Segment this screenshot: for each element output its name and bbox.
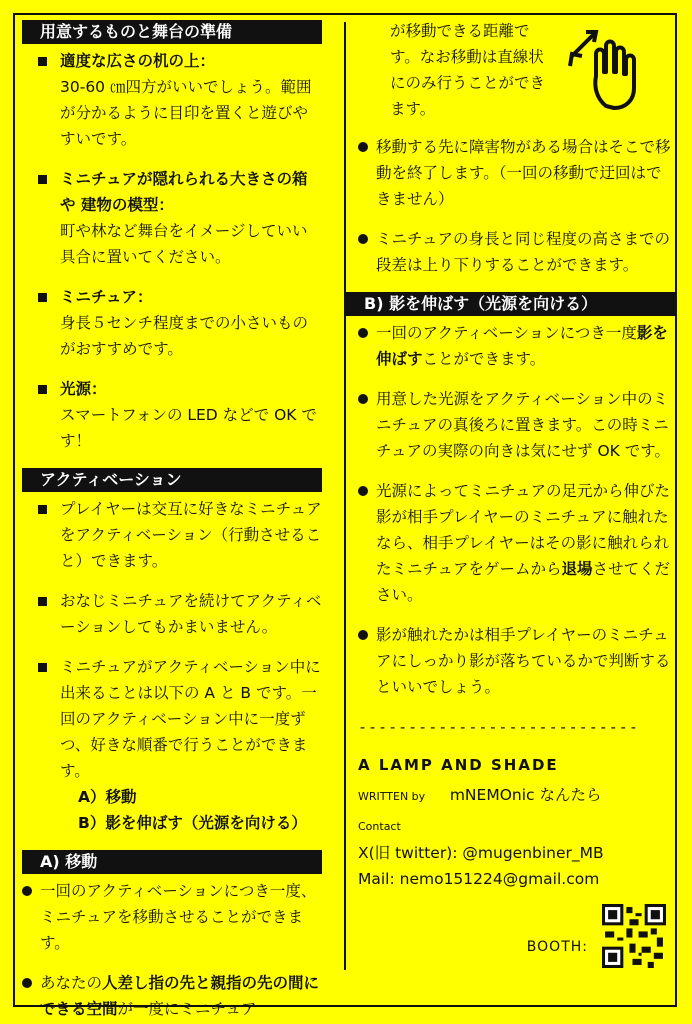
- round-bullet-icon: [358, 630, 368, 640]
- list-item: [22, 588, 322, 640]
- mail-contact[interactable]: Mail: nemo151224@gmail.com: [358, 870, 600, 888]
- contact-label: Contact: [358, 820, 401, 833]
- item-text-pre: 光源によってミニチュアの足元から伸びた影が相手プレイヤーのミニチュアに触れたなら、相手プレイヤーはその影に触れられたミニチュアをゲームから: [376, 482, 671, 578]
- square-bullet-icon: [38, 293, 47, 302]
- pinch-hand-icon: [566, 26, 658, 118]
- list-item: [358, 226, 676, 278]
- item-text: 身長５センチ程度までの小さいものがおすすめです。: [60, 314, 309, 358]
- item-text-post: が一度にミニチュア: [117, 1000, 257, 1018]
- round-bullet-icon: [358, 142, 368, 152]
- item-text: 一回のアクティベーションにつき一度、ミニチュアを移動させることができます。: [40, 882, 317, 952]
- item-text: ミニチュアの身長と同じ程度の高さまでの段差は上り下りすることができます。: [376, 230, 671, 274]
- written-by-label: WRITTEN by: [358, 790, 426, 803]
- item-title: 光源：: [60, 380, 107, 398]
- item-title: ミニチュアが隠れられる大きさの箱 や 建物の模型：: [60, 170, 308, 214]
- item-text: 30-60 ㎝四方がいいでしょう。範囲が分かるように目印を置くと遊びやすいです。: [60, 78, 312, 148]
- item-title: ミニチュア：: [60, 288, 153, 306]
- round-bullet-icon: [358, 234, 368, 244]
- sub-item-b: B）影を伸ばす（光源を向ける）: [78, 814, 307, 832]
- author-name: mNEMOnic なんたら: [449, 786, 602, 804]
- item-title: 適度な広さの机の上：: [60, 52, 216, 70]
- item-text: 用意した光源をアクティベーション中のミニチュアの真後ろに置きます。この時ミニチュアの実際の向きは気にせず OK です。: [376, 390, 671, 460]
- prep-list: [22, 48, 322, 454]
- round-bullet-icon: [358, 486, 368, 496]
- square-bullet-icon: [38, 663, 47, 672]
- right-column: [358, 18, 676, 892]
- item-text-bold: 人差し指の先と親指の先の間にできる空間: [40, 974, 320, 1018]
- list-item: [22, 970, 322, 1022]
- move-heading: A) 移動: [22, 850, 322, 874]
- item-text-post: ことができます。: [422, 350, 546, 368]
- item-text: ミニチュアがアクティベーション中に出来ることは以下の A と B です。一回のアクティベーション中に一度ずつ、好きな順番で行うことができます。: [60, 658, 321, 780]
- item-text: スマートフォンの LED などで OK です！: [60, 406, 317, 450]
- prep-heading: 用意するものと舞台の準備: [22, 20, 322, 44]
- list-item: [358, 478, 676, 608]
- activation-heading: アクティベーション: [22, 468, 322, 492]
- booth-label: BOOTH:: [526, 939, 588, 955]
- list-item: [22, 496, 322, 574]
- round-bullet-icon: [358, 394, 368, 404]
- square-bullet-icon: [38, 505, 47, 514]
- qr-code-icon[interactable]: [602, 904, 666, 968]
- author-line: [358, 782, 676, 810]
- list-item: [22, 376, 322, 454]
- item-text: おなじミニチュアを続けてアクティベーションしてもかまいません。: [60, 592, 322, 636]
- list-item: [358, 320, 676, 372]
- column-divider: [344, 22, 346, 970]
- round-bullet-icon: [22, 886, 32, 896]
- twitter-contact[interactable]: X(旧 twitter): @mugenbiner_MB: [358, 844, 604, 862]
- item-text: 移動する先に障害物がある場合はそこで移動を終了します。（一回の移動で迂回はできません）: [376, 138, 671, 208]
- item-text: 町や林など舞台をイメージしていい具合に置いてください。: [60, 222, 308, 266]
- round-bullet-icon: [358, 328, 368, 338]
- list-item: [22, 166, 322, 270]
- square-bullet-icon: [38, 175, 47, 184]
- list-item: [22, 878, 322, 956]
- list-item: [22, 48, 322, 152]
- round-bullet-icon: [22, 978, 32, 988]
- move-continued-text: が移動できる距離です。なお移動は直線状にのみ行うことができます。: [390, 22, 546, 118]
- list-item: [22, 654, 322, 836]
- left-column: [22, 20, 322, 1022]
- list-item: [22, 284, 322, 362]
- item-text-bold: 退場: [561, 560, 593, 578]
- item-text-post: させてください。: [376, 560, 671, 604]
- list-item: [358, 386, 676, 464]
- item-text: 影が触れたかは相手プレイヤーのミニチュアにしっかり影が落ちているかで判断するといいでしょう。: [376, 626, 671, 696]
- item-text: プレイヤーは交互に好きなミニチュアをアクティベーション（行動させること）できます。: [60, 500, 322, 570]
- item-text-bold: 影を伸ばす: [376, 324, 668, 368]
- sub-item-a: A）移動: [78, 788, 137, 806]
- item-text-pre: あなたの: [40, 974, 103, 992]
- shadow-heading: B) 影を伸ばす（光源を向ける）: [346, 292, 676, 316]
- square-bullet-icon: [38, 57, 47, 66]
- list-item: [358, 134, 676, 212]
- list-item: [358, 622, 676, 700]
- square-bullet-icon: [38, 597, 47, 606]
- square-bullet-icon: [38, 385, 47, 394]
- item-text-pre: 一回のアクティベーションにつき一度: [376, 324, 637, 342]
- game-title: A LAMP AND SHADE: [358, 756, 559, 774]
- divider-dashes: ----------------------------: [358, 718, 639, 736]
